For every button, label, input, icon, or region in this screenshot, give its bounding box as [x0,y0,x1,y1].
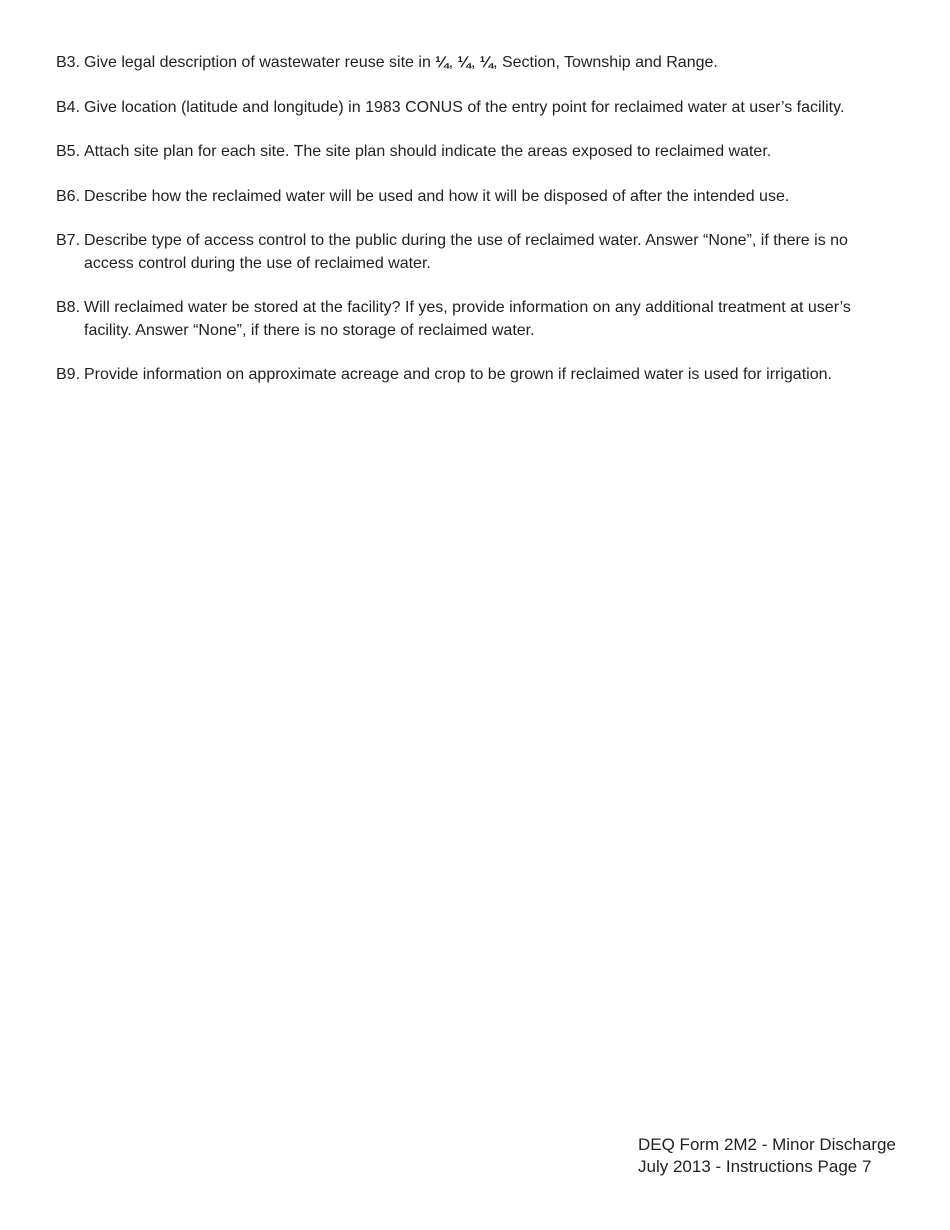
item-b9 [56,364,896,387]
item-text [84,297,896,342]
item-number: B9. [56,366,81,383]
item-text: Describe how the reclaimed water will be used and how it will be disposed of after the intended use. [84,187,790,205]
footer-page-info: July 2013 - Instructions Page 7 [638,1157,872,1176]
item-b6 [56,186,896,209]
item-text: Provide information on approximate acreage and crop to be grown if reclaimed water is used for irrigation. [84,366,832,383]
sep-2: , [470,54,480,71]
sep-1: , [448,54,458,71]
item-text-post: , Section, Township and Range. [493,54,718,71]
item-number: B4. [56,98,81,116]
item-number: B3. [56,54,81,71]
instruction-list [56,52,896,387]
item-text-line-1: Will reclaimed water be stored at the facility? If yes, provide information on any additional treatment at user’s [84,299,851,316]
item-b3 [56,52,896,75]
quarter-1: ¼ [435,54,449,71]
item-number: B7. [56,232,81,249]
item-text-line-2: facility. Answer “None”, if there is no storage of reclaimed water. [84,321,535,339]
quarter-2: ¼ [457,54,471,71]
item-text: Give location (latitude and longitude) in 1983 CONUS of the entry point for reclaimed water at user’s facility. [84,98,845,116]
item-b7 [56,230,896,275]
item-number: B5. [56,143,81,160]
item-b4 [56,97,896,120]
item-number: B6. [56,187,81,205]
item-text: Attach site plan for each site. The site plan should indicate the areas exposed to reclaimed water. [84,143,772,160]
item-text [84,52,896,75]
item-text [84,230,896,275]
item-text-line-2: access control during the use of reclaimed water. [84,254,431,272]
item-b5 [56,141,896,164]
item-text-pre: Give legal description of wastewater reuse site in [84,54,436,71]
item-number: B8. [56,299,81,316]
item-text-line-1: Describe type of access control to the public during the use of reclaimed water. Answer “None”, if there is no [84,232,848,249]
quarter-3: ¼ [479,54,494,71]
item-b8 [56,297,896,342]
footer-form-title: DEQ Form 2M2 - Minor Discharge [638,1135,896,1154]
page-footer [638,1134,896,1178]
